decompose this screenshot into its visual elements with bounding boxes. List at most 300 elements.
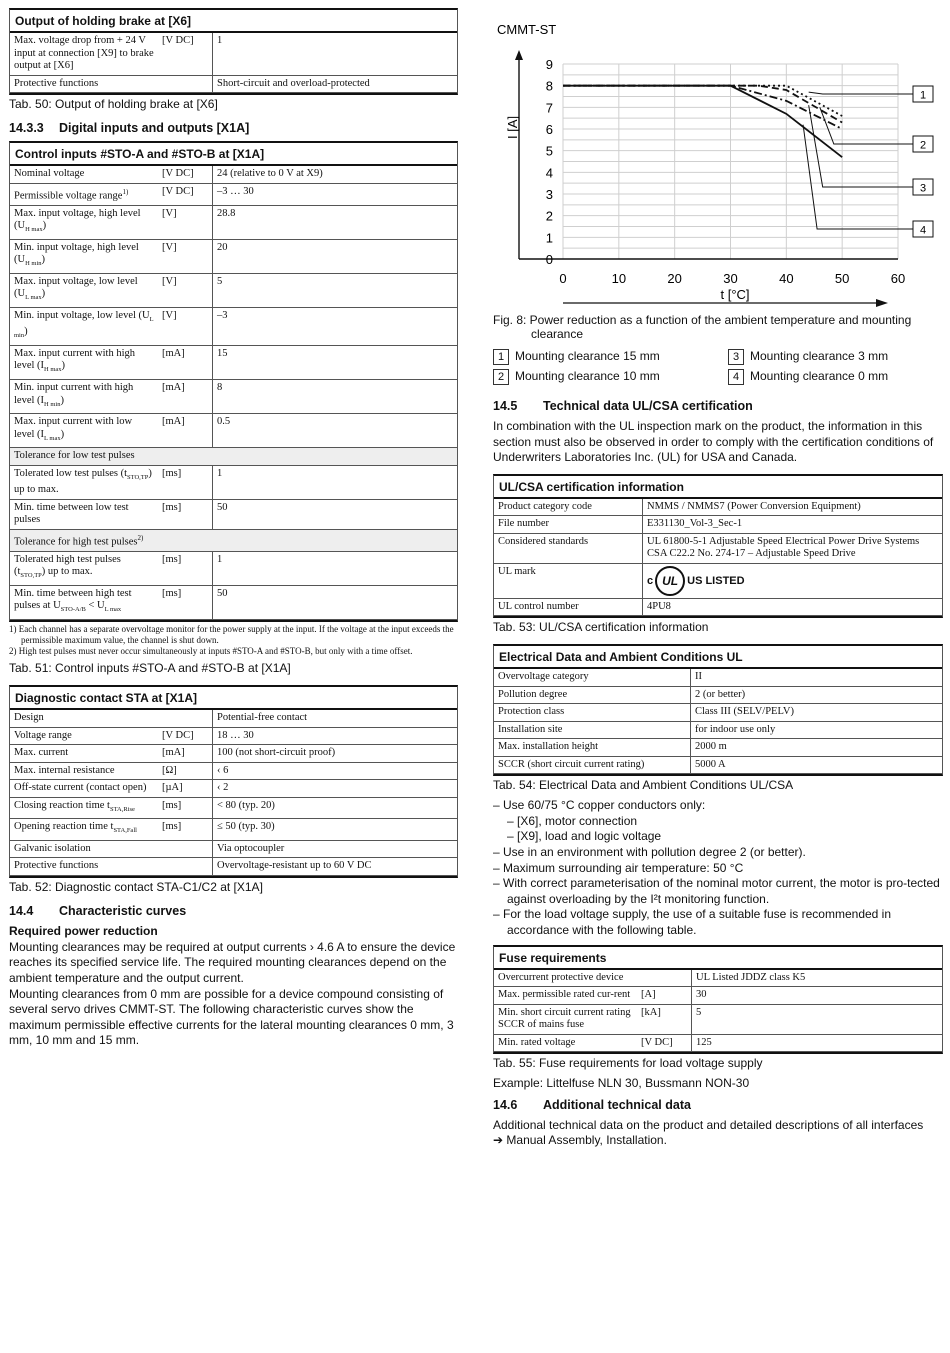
param-cell	[10, 840, 158, 858]
table-row	[10, 762, 457, 780]
table-row	[494, 598, 942, 616]
value-cell: –3 … 30	[213, 183, 458, 205]
param-cell: File number	[494, 516, 643, 534]
param-cell	[10, 345, 158, 379]
table-row	[10, 273, 457, 307]
param-text: Max. input voltage, high level (U	[14, 207, 141, 231]
value-cell: 5	[213, 273, 458, 307]
param-text: Protective functions	[14, 77, 99, 89]
table-row	[10, 585, 457, 619]
param-text: Min. time between high test pulses at U	[14, 587, 132, 612]
param-text: Max. input voltage, low level (U	[14, 275, 138, 300]
param-cell: UL mark	[494, 563, 643, 598]
value-cell: 125	[692, 1034, 943, 1052]
table-row	[494, 499, 942, 516]
list-item: – For the load voltage supply, the use of a suitable fuse is recommended in accordance with the following table.	[493, 907, 892, 938]
table-row	[494, 1004, 942, 1034]
table-row	[10, 819, 457, 841]
table-row	[10, 499, 457, 529]
value-cell	[691, 686, 943, 704]
param-cell	[10, 273, 158, 307]
param-text: Off-state current (contact open)	[14, 782, 147, 794]
x-tick-label: 60	[890, 271, 906, 286]
param-text: )	[61, 360, 66, 372]
param-cell	[10, 380, 158, 414]
y-tick-label: 6	[545, 122, 553, 137]
param-text: Min. input voltage, low level (U	[14, 309, 150, 321]
y-tick-label: 3	[545, 187, 553, 202]
unit-cell: [V]	[158, 307, 213, 345]
table-row	[10, 33, 457, 75]
symbol-subscript: H min	[44, 400, 61, 408]
param-cell	[10, 414, 158, 448]
value-cell: 20	[213, 239, 458, 273]
param-cell	[494, 1034, 637, 1052]
param-cell	[10, 762, 158, 780]
callout-leader	[809, 105, 913, 187]
list-item: – [X9], load and logic voltage	[507, 829, 662, 844]
unit-cell: [ms]	[158, 499, 213, 529]
table-ul-csa	[493, 474, 943, 619]
value-cell: 5	[692, 1004, 943, 1034]
unit-cell: [mA]	[158, 345, 213, 379]
x-axis-label: t [°C]	[720, 287, 750, 302]
callout-label: 3	[919, 182, 927, 195]
table-row	[10, 745, 457, 763]
y-tick-label: 4	[545, 165, 553, 181]
figure-legend	[493, 349, 943, 385]
param-text: Min. short circuit current rating SCCR of mains fuse	[498, 1006, 631, 1031]
param-text: Min. input voltage, high level (U	[14, 241, 139, 266]
table-heading: Diagnostic contact STA at [X1A]	[10, 687, 457, 710]
param-cell: Max. installation height	[494, 739, 691, 757]
value-cell: ‹ 6	[213, 762, 458, 780]
legend-item	[493, 369, 728, 385]
footnote: 2) High test pulses must never occur simultaneously at inputs #STO-A and #STO-B, but only with a time offset.	[9, 646, 413, 657]
value-cell: < 80 (typ. 20)	[213, 797, 458, 819]
param-text: Design	[14, 712, 44, 724]
table-row	[10, 780, 457, 798]
value-cell: 0.5	[213, 414, 458, 448]
param-text: )	[42, 220, 47, 231]
param-text: Nominal voltage	[14, 168, 85, 179]
y-tick-label: 5	[545, 143, 553, 159]
param-text: Min. rated voltage	[498, 1036, 576, 1048]
value-text: 5000 A	[695, 758, 726, 770]
table-row	[10, 858, 457, 876]
symbol-subscript: L max	[25, 294, 42, 302]
param-cell	[10, 33, 158, 75]
param-text: Permissible voltage range	[14, 190, 123, 201]
figure-caption	[493, 313, 943, 341]
table-body	[494, 970, 942, 1053]
table-caption: Tab. 53: UL/CSA certification information	[493, 620, 709, 635]
param-cell: Product category code	[494, 499, 643, 516]
ul-logo-text: US LISTED	[687, 574, 745, 587]
table-body	[10, 710, 457, 876]
param-cell: Pollution degree	[494, 686, 691, 704]
param-cell: SCCR (short circuit current rating)	[494, 756, 691, 774]
table-row	[494, 756, 942, 774]
param-cell	[10, 780, 158, 798]
unit-cell: [ms]	[158, 465, 213, 499]
table-row	[494, 987, 942, 1005]
unit-cell: [V DC]	[158, 33, 213, 75]
table-row	[494, 1034, 942, 1052]
unit-cell: [ms]	[158, 819, 213, 841]
section-heading	[493, 399, 943, 413]
param-cell: UL control number	[494, 598, 643, 616]
unit-cell: [V DC]	[158, 183, 213, 205]
value-text: Class III (SELV/PELV)	[695, 706, 794, 718]
value-cell: ‹ 2	[213, 780, 458, 798]
unit-cell: [V]	[158, 273, 213, 307]
arrow-right-icon: ➔	[493, 1133, 504, 1148]
param-text: )	[41, 254, 46, 266]
value-cell	[643, 598, 943, 616]
callout-leader	[809, 92, 913, 94]
value-cell: 30	[692, 987, 943, 1005]
param-cell: Installation site	[494, 721, 691, 739]
unit-cell: [kA]	[637, 1004, 692, 1034]
param-text: Min. time between low test pulses	[14, 501, 129, 526]
value-cell: Potential-free contact	[213, 710, 458, 727]
table-caption: Tab. 50: Output of holding brake at [X6]	[9, 97, 218, 111]
unit-cell	[158, 75, 213, 93]
x-tick-label: 0	[559, 271, 567, 286]
legend-text: Mounting clearance 0 mm	[750, 369, 889, 383]
param-text: )	[60, 394, 64, 406]
unit-cell: [V]	[158, 205, 213, 239]
list-item: – Use 60/75 °C copper conductors only:	[493, 798, 706, 813]
unit-cell	[158, 858, 213, 876]
param-cell	[494, 1004, 637, 1034]
x-tick-label: 20	[667, 271, 682, 286]
param-cell	[10, 797, 158, 819]
param-cell	[10, 819, 158, 841]
unit-cell: [Ω]	[158, 762, 213, 780]
section-heading	[9, 904, 458, 918]
value-cell: ≤ 50 (typ. 30)	[213, 819, 458, 841]
param-text: Voltage range	[14, 729, 72, 741]
section-heading	[493, 1098, 943, 1112]
param-cell	[10, 183, 158, 205]
legend-item	[493, 349, 728, 365]
value-cell	[691, 739, 943, 757]
table-row	[10, 465, 457, 499]
y-axis-arrow	[515, 50, 523, 60]
callout-label: 4	[919, 224, 927, 237]
callout-label: 2	[919, 139, 927, 152]
figure-caption-line: Fig. 8: Power reduction as a function of the ambient temperature and mounting	[493, 313, 912, 327]
unit-cell: [ms]	[158, 797, 213, 819]
param-text: Min. input current with high level (I	[14, 382, 134, 406]
param-text: Max. current	[14, 747, 69, 759]
subheading-text: Tolerance for low test pulses	[14, 450, 135, 462]
value-text: 2 (or better)	[695, 688, 746, 700]
value-cell: 50	[213, 585, 458, 619]
list-item: – Use in an environment with pollution degree 2 (or better).	[493, 845, 806, 860]
value-cell: 28.8	[213, 205, 458, 239]
param-cell	[10, 585, 158, 619]
table-row	[494, 563, 942, 598]
table-row	[10, 797, 457, 819]
param-text: Max. voltage drop from + 24 V input at connection [X9] to brake output at [X6]	[14, 35, 154, 71]
param-text: Opening reaction time t	[14, 821, 114, 833]
table-row	[494, 669, 942, 686]
legend-text: Mounting clearance 15 mm	[515, 349, 660, 363]
paragraph: Mounting clearances may be required at output currents › 4.6 A to ensure the device reaches its specified service life. The required mounting clearances depend on the ambient temperature and the output current.	[9, 939, 456, 985]
value-cell: Overvoltage-resistant up to 60 V DC	[213, 858, 458, 876]
param-text: Max. permissible rated cur-rent	[498, 989, 631, 1001]
param-cell	[494, 970, 637, 987]
param-cell: Considered standards	[494, 533, 643, 563]
list-item: – With correct parameterisation of the nominal motor current, the motor is pro-tected against overloading by the I²t monitoring function.	[493, 876, 940, 906]
param-text: < U	[85, 600, 105, 612]
callout-label: 1	[919, 89, 927, 102]
right-column	[493, 8, 943, 1149]
cross-reference-link[interactable]: Manual Assembly, Installation.	[506, 1133, 667, 1148]
value-text: E331130_Vol-3_Sec-1	[647, 518, 743, 530]
y-tick-label: 8	[545, 78, 553, 94]
value-cell: UL Listed JDDZ class K5	[692, 970, 943, 987]
table-row	[10, 380, 457, 414]
table-heading: Output of holding brake at [X6]	[10, 10, 457, 33]
figure-caption-line: clearance	[531, 327, 584, 341]
section-title: Digital inputs and outputs [X1A]	[59, 121, 250, 135]
value-cell	[643, 499, 943, 516]
list-item: – Maximum surrounding air temperature: 50 °C	[493, 860, 744, 875]
value-text: II	[695, 671, 702, 683]
value-cell: 1	[213, 551, 458, 585]
table-body	[494, 669, 942, 774]
param-cell: Protection class	[494, 704, 691, 722]
section-title: Additional technical data	[543, 1097, 691, 1112]
table-row	[10, 205, 457, 239]
table-caption: Tab. 54: Electrical Data and Ambient Conditions UL/CSA	[493, 778, 794, 793]
footnote-marker: 2)	[137, 533, 144, 542]
value-cell	[691, 669, 943, 686]
value-text: CSA C22.2 No. 274-17 – Adjustable Speed Drive	[647, 548, 856, 560]
legend-text: Mounting clearance 10 mm	[515, 369, 660, 383]
table-row	[10, 727, 457, 745]
value-cell	[691, 704, 943, 722]
paragraph: In combination with the UL inspection mark on the product, the information in this section must also be observed in order to comply with the certification conditions of Underwriters Laboratories Inc. (UL) for USA and Canada.	[493, 419, 934, 465]
table-subheading	[10, 448, 457, 466]
param-cell	[10, 858, 158, 876]
value-cell: Short-circuit and overload-protected	[213, 75, 458, 93]
unit-cell: [V DC]	[637, 1034, 692, 1052]
table-caption: Tab. 55: Fuse requirements for load voltage supply	[493, 1056, 763, 1071]
param-cell	[494, 987, 637, 1005]
param-text: )	[24, 326, 28, 338]
param-cell	[10, 465, 158, 499]
value-text: NMMS / NMMS7 (Power Conversion Equipment)	[647, 500, 861, 512]
x-tick-label: 10	[611, 271, 627, 286]
ul-requirements-list	[493, 798, 943, 938]
legend-item	[728, 349, 943, 365]
unit-cell: [µA]	[158, 780, 213, 798]
value-cell: 1	[213, 33, 458, 75]
legend-key: 1	[493, 349, 509, 365]
param-text: Closing reaction time t	[14, 799, 110, 811]
section-number: 14.4	[9, 903, 34, 918]
table-diagnostic-contact	[9, 685, 458, 878]
subsection-heading: Required power reduction	[9, 923, 158, 938]
symbol-subscript: STO,TP	[20, 572, 42, 580]
table-electrical-data	[493, 644, 943, 776]
x-tick-label: 50	[834, 271, 850, 286]
value-cell: 100 (not short-circuit proof)	[213, 745, 458, 763]
param-text: )	[41, 288, 46, 300]
section-title: Technical data UL/CSA certification	[543, 399, 753, 413]
ul-listed-logo	[647, 566, 745, 596]
chart-title: CMMT-ST	[497, 22, 557, 37]
table-row	[10, 307, 457, 345]
value-cell: 15	[213, 345, 458, 379]
x-tick-label: 30	[723, 271, 738, 286]
unit-cell: [mA]	[158, 745, 213, 763]
table-row	[10, 75, 457, 93]
footnote: 1) Each channel has a separate overvoltage monitor for the power supply at the input. If the voltage at the input exceeds the permissible maximum value, the channel is shut down.	[9, 624, 454, 646]
table-caption: Tab. 52: Diagnostic contact STA-C1/C2 at [X1A]	[9, 879, 263, 894]
param-cell	[10, 551, 158, 585]
unit-cell: [V DC]	[158, 727, 213, 745]
table-row	[10, 183, 457, 205]
table-body	[10, 166, 457, 620]
symbol-subscript: L min	[14, 315, 154, 340]
paragraph: Additional technical data on the product and detailed descriptions of all interfaces	[493, 1117, 924, 1132]
y-tick-label: 7	[545, 100, 553, 116]
subheading-text: Tolerance for high test pulses	[14, 536, 138, 548]
param-text: )	[60, 428, 65, 440]
value-text: UL 61800-5-1 Adjustable Speed Electrical Power Drive Systems	[647, 535, 920, 547]
cross-reference[interactable]	[493, 1133, 943, 1149]
y-axis-label: I [A]	[505, 115, 520, 139]
symbol-subscript: H min	[25, 260, 42, 268]
power-reduction-chart	[493, 8, 943, 308]
symbol-subscript: H max	[25, 226, 43, 234]
value-cell	[643, 516, 943, 534]
ul-logo-circle: UL	[655, 566, 685, 596]
symbol-subscript: STA,Rise	[109, 805, 135, 813]
table-holding-brake	[9, 8, 458, 95]
value-cell: 8	[213, 380, 458, 414]
table-caption: Tab. 51: Control inputs #STO-A and #STO-B at [X1A]	[9, 661, 291, 676]
param-text: Tolerated low test pulses (t	[14, 467, 127, 479]
table-fuse-requirements	[493, 945, 943, 1055]
table-row	[10, 166, 457, 183]
param-text: Max. internal resistance	[14, 764, 115, 776]
paragraph: Mounting clearances from 0 mm are possible for a device compound consisting of several servo drives CMMT-ST. The following characteristic curves show the maximum permissible effective currents for the lateral mounting clearances 0 mm, 3 mm, 10 mm and 15 mm.	[9, 986, 454, 1048]
unit-cell	[637, 970, 692, 987]
table-heading: Fuse requirements	[494, 947, 942, 970]
section-number: 14.6	[493, 1097, 518, 1112]
table-row	[10, 710, 457, 727]
ul-logo-c: c	[647, 574, 654, 587]
table-row	[494, 739, 942, 757]
x-tick-label: 40	[779, 271, 794, 286]
table-row	[494, 970, 942, 987]
section-number: 14.3.3	[9, 121, 44, 135]
legend-key: 4	[728, 369, 744, 385]
symbol-subscript: L max	[104, 606, 122, 614]
unit-cell	[158, 710, 213, 727]
param-text: Max. input current with low level (I	[14, 416, 133, 440]
table-control-inputs	[9, 141, 458, 622]
value-cell	[643, 533, 943, 563]
legend-text: Mounting clearance 3 mm	[750, 349, 889, 363]
y-tick-label: 0	[545, 252, 553, 267]
table-row	[10, 840, 457, 858]
table-row	[494, 704, 942, 722]
table-body	[10, 33, 457, 93]
param-text: ) up to max.	[41, 566, 93, 578]
param-cell: Overvoltage category	[494, 669, 691, 686]
table-row	[494, 686, 942, 704]
param-text: Tolerated high test pulses (t	[14, 553, 121, 578]
value-cell: –3	[213, 307, 458, 345]
footnote-marker: 1)	[122, 187, 129, 196]
unit-cell: [V DC]	[158, 166, 213, 183]
unit-cell: [V]	[158, 239, 213, 273]
value-text: for indoor use only	[695, 723, 776, 735]
legend-key: 2	[493, 369, 509, 385]
param-text: Protective functions	[14, 860, 99, 872]
symbol-subscript: STO-A/B	[60, 606, 86, 614]
value-text: 2000 m	[695, 741, 727, 753]
value-cell: 24 (relative to 0 V at X9)	[213, 166, 458, 183]
unit-cell: [mA]	[158, 380, 213, 414]
unit-cell: [ms]	[158, 551, 213, 585]
value-cell: 1	[213, 465, 458, 499]
y-tick-label: 2	[545, 208, 553, 224]
value-cell: 50	[213, 499, 458, 529]
table-row	[10, 551, 457, 585]
unit-cell: [mA]	[158, 414, 213, 448]
y-tick-label: 1	[545, 230, 553, 246]
param-cell	[10, 745, 158, 763]
param-cell	[10, 727, 158, 745]
left-column	[9, 8, 458, 1049]
table-heading: Control inputs #STO-A and #STO-B at [X1A]	[10, 143, 457, 166]
table-row	[10, 529, 457, 551]
table-row	[494, 533, 942, 563]
param-cell	[10, 307, 158, 345]
table-heading: Electrical Data and Ambient Conditions UL	[494, 646, 942, 669]
param-text: Galvanic isolation	[14, 842, 91, 854]
y-tick-label: 9	[545, 57, 553, 72]
param-text: Overcurrent protective device	[498, 971, 624, 983]
param-cell	[10, 75, 158, 93]
param-cell	[10, 499, 158, 529]
section-title: Characteristic curves	[59, 903, 187, 918]
unit-cell: [ms]	[158, 585, 213, 619]
table-heading: UL/CSA certification information	[494, 476, 942, 499]
example-text: Example: Littelfuse NLN 30, Bussmann NON-30	[493, 1076, 750, 1091]
table-row	[10, 448, 457, 466]
series-line-1	[563, 86, 842, 116]
symbol-subscript: H max	[44, 366, 62, 374]
table-row	[494, 516, 942, 534]
symbol-subscript: STA,Fall	[113, 827, 137, 835]
param-cell	[10, 239, 158, 273]
table-subheading	[10, 529, 457, 551]
value-cell	[691, 721, 943, 739]
section-heading	[9, 121, 458, 135]
value-cell: Via optocoupler	[213, 840, 458, 858]
unit-cell: [A]	[637, 987, 692, 1005]
